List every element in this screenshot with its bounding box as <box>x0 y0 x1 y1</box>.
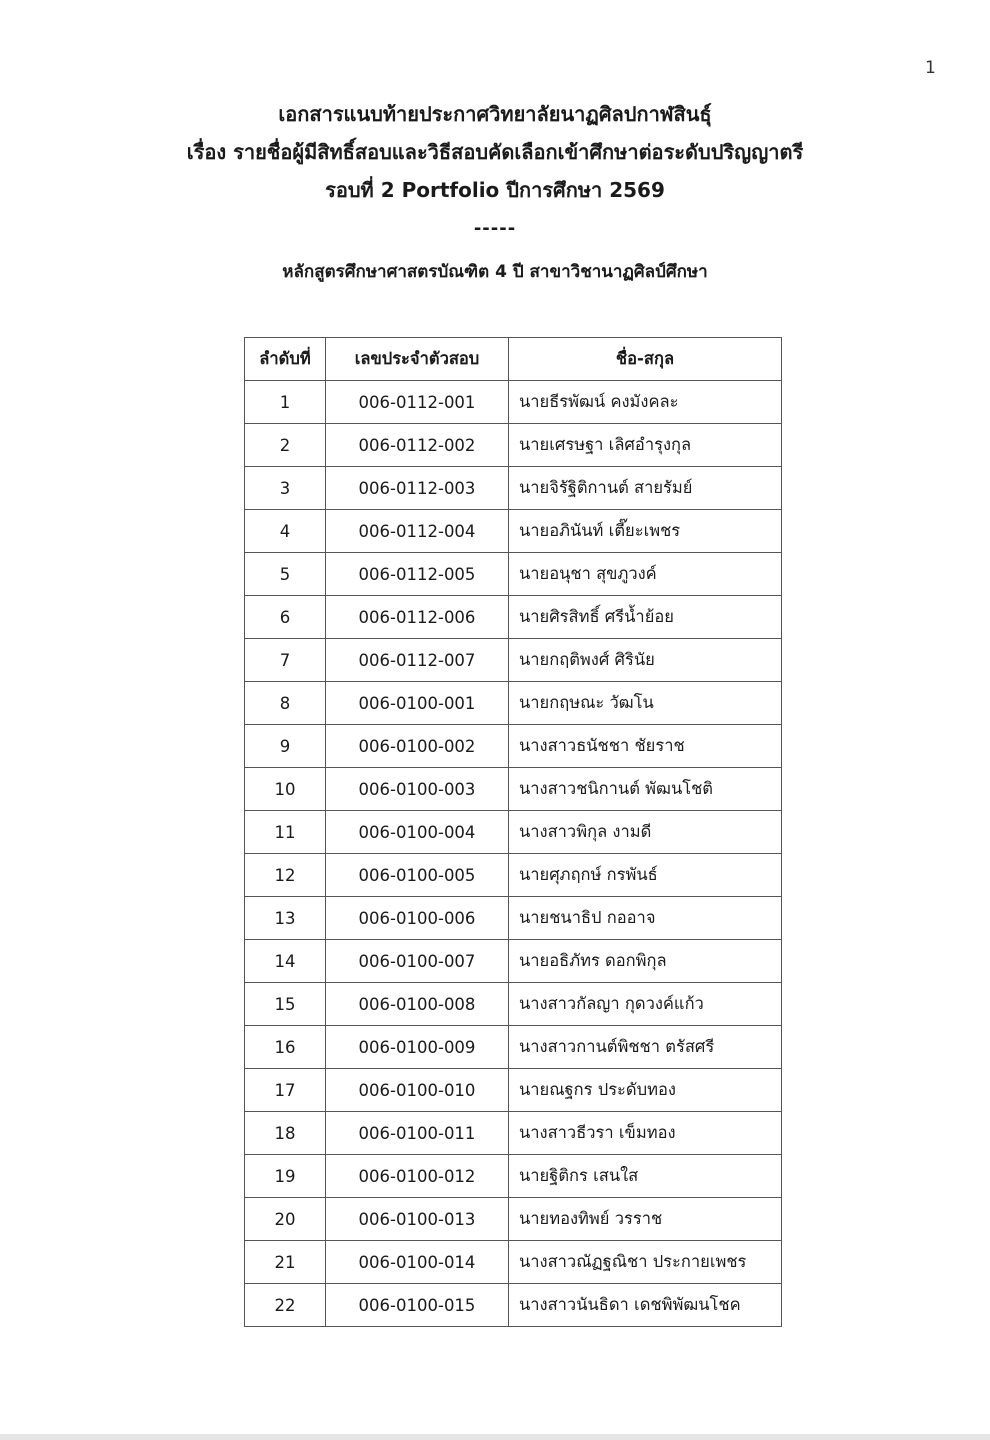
exam-id-cell: 006-0100-001 <box>326 682 509 725</box>
exam-id-cell: 006-0112-007 <box>326 639 509 682</box>
row-number-cell: 16 <box>245 1026 326 1069</box>
row-number-cell: 14 <box>245 940 326 983</box>
table-row <box>245 854 782 897</box>
row-number-cell: 11 <box>245 811 326 854</box>
candidate-name-cell: นายธีรพัฒน์ คงมังคละ <box>509 381 782 424</box>
table-body <box>245 381 782 1327</box>
candidate-name-cell: นายอนุชา สุขภูวงค์ <box>509 553 782 596</box>
table-row <box>245 725 782 768</box>
column-header-no: ลำดับที่ <box>245 338 326 381</box>
candidate-name-cell: นายอธิภัทร ดอกพิกุล <box>509 940 782 983</box>
exam-id-cell: 006-0100-015 <box>326 1284 509 1327</box>
row-number-cell: 12 <box>245 854 326 897</box>
candidate-name-cell: นางสาวนันธิดา เดชพิพัฒนโชค <box>509 1284 782 1327</box>
column-header-name: ชื่อ-สกุล <box>509 338 782 381</box>
row-number-cell: 2 <box>245 424 326 467</box>
exam-id-cell: 006-0112-006 <box>326 596 509 639</box>
exam-id-cell: 006-0100-013 <box>326 1198 509 1241</box>
header-round-line: รอบที่ 2 Portfolio ปีการศึกษา 2569 <box>325 178 665 202</box>
header-title-line: เอกสารแนบท้ายประกาศวิทยาลัยนาฏศิลปกาฬสินธุ์ <box>278 102 712 126</box>
column-header-exam-id: เลขประจำตัวสอบ <box>326 338 509 381</box>
candidate-name-cell: นายอภินันท์ เตี๊ยะเพชร <box>509 510 782 553</box>
candidate-name-cell: นายฐิติกร เสนใส <box>509 1155 782 1198</box>
header-divider: ----- <box>473 218 517 239</box>
table-row <box>245 811 782 854</box>
exam-id-cell: 006-0112-003 <box>326 467 509 510</box>
row-number-cell: 5 <box>245 553 326 596</box>
candidate-name-cell: นายเศรษฐา เลิศอำรุงกุล <box>509 424 782 467</box>
candidate-name-cell: นางสาวกานต์พิชชา ตรัสศรี <box>509 1026 782 1069</box>
table-row <box>245 1112 782 1155</box>
page-number: 1 <box>925 58 936 78</box>
row-number-cell: 13 <box>245 897 326 940</box>
exam-id-cell: 006-0100-008 <box>326 983 509 1026</box>
exam-id-cell: 006-0100-012 <box>326 1155 509 1198</box>
exam-id-cell: 006-0100-010 <box>326 1069 509 1112</box>
table-row <box>245 467 782 510</box>
exam-id-cell: 006-0100-005 <box>326 854 509 897</box>
row-number-cell: 9 <box>245 725 326 768</box>
document-header <box>0 95 990 209</box>
table-row <box>245 1069 782 1112</box>
candidate-name-cell: นางสาวชนิกานต์ พัฒนโชติ <box>509 768 782 811</box>
candidate-name-cell: นายศุภฤกษ์ กรพันธ์ <box>509 854 782 897</box>
row-number-cell: 3 <box>245 467 326 510</box>
program-heading: หลักสูตรศึกษาศาสตรบัณฑิต 4 ปี สาขาวิชานาฏศิลป์ศึกษา <box>282 262 708 282</box>
row-number-cell: 19 <box>245 1155 326 1198</box>
candidate-name-cell: นายชนาธิป กออาจ <box>509 897 782 940</box>
row-number-cell: 15 <box>245 983 326 1026</box>
candidate-name-cell: นายณฐกร ประดับทอง <box>509 1069 782 1112</box>
candidate-name-cell: นายจิรัฐิติกานต์ สายรัมย์ <box>509 467 782 510</box>
table-row <box>245 381 782 424</box>
row-number-cell: 22 <box>245 1284 326 1327</box>
candidate-name-cell: นายกฤษณะ วัฒโน <box>509 682 782 725</box>
exam-id-cell: 006-0100-007 <box>326 940 509 983</box>
row-number-cell: 18 <box>245 1112 326 1155</box>
table-row <box>245 424 782 467</box>
exam-id-cell: 006-0100-014 <box>326 1241 509 1284</box>
table-row <box>245 1241 782 1284</box>
table-row <box>245 1198 782 1241</box>
table-row <box>245 1155 782 1198</box>
row-number-cell: 20 <box>245 1198 326 1241</box>
row-number-cell: 8 <box>245 682 326 725</box>
table-row <box>245 639 782 682</box>
table-row <box>245 983 782 1026</box>
exam-id-cell: 006-0112-001 <box>326 381 509 424</box>
candidate-name-cell: นายกฤติพงศ์ ศิรินัย <box>509 639 782 682</box>
table-row <box>245 940 782 983</box>
row-number-cell: 21 <box>245 1241 326 1284</box>
table-row <box>245 1026 782 1069</box>
row-number-cell: 17 <box>245 1069 326 1112</box>
header-subject-line: เรื่อง รายชื่อผู้มีสิทธิ์สอบและวิธีสอบคัดเลือกเข้าศึกษาต่อระดับปริญญาตรี <box>186 140 804 164</box>
table-row <box>245 682 782 725</box>
exam-id-cell: 006-0112-002 <box>326 424 509 467</box>
exam-id-cell: 006-0112-005 <box>326 553 509 596</box>
table-row <box>245 768 782 811</box>
candidate-name-cell: นางสาวพิกุล งามดี <box>509 811 782 854</box>
exam-id-cell: 006-0100-004 <box>326 811 509 854</box>
row-number-cell: 4 <box>245 510 326 553</box>
candidate-name-cell: นางสาวธนัชชา ชัยราช <box>509 725 782 768</box>
row-number-cell: 7 <box>245 639 326 682</box>
table-row <box>245 553 782 596</box>
exam-id-cell: 006-0100-009 <box>326 1026 509 1069</box>
candidate-name-cell: นายทองทิพย์ วรราช <box>509 1198 782 1241</box>
candidate-name-cell: นางสาวธีวรา เข็มทอง <box>509 1112 782 1155</box>
candidate-name-cell: นางสาวณัฏฐณิชา ประกายเพชร <box>509 1241 782 1284</box>
table-row <box>245 1284 782 1327</box>
row-number-cell: 1 <box>245 381 326 424</box>
exam-id-cell: 006-0100-011 <box>326 1112 509 1155</box>
exam-id-cell: 006-0100-002 <box>326 725 509 768</box>
exam-id-cell: 006-0100-003 <box>326 768 509 811</box>
table-row <box>245 897 782 940</box>
exam-id-cell: 006-0112-004 <box>326 510 509 553</box>
candidate-table <box>244 337 782 1327</box>
table-row <box>245 510 782 553</box>
table-header-row <box>245 338 782 381</box>
page-bottom-edge <box>0 1434 990 1440</box>
row-number-cell: 10 <box>245 768 326 811</box>
row-number-cell: 6 <box>245 596 326 639</box>
candidate-name-cell: นายศิรสิทธิ์ ศรีน้ำย้อย <box>509 596 782 639</box>
exam-id-cell: 006-0100-006 <box>326 897 509 940</box>
table-row <box>245 596 782 639</box>
candidate-name-cell: นางสาวกัลญา กุดวงค์แก้ว <box>509 983 782 1026</box>
